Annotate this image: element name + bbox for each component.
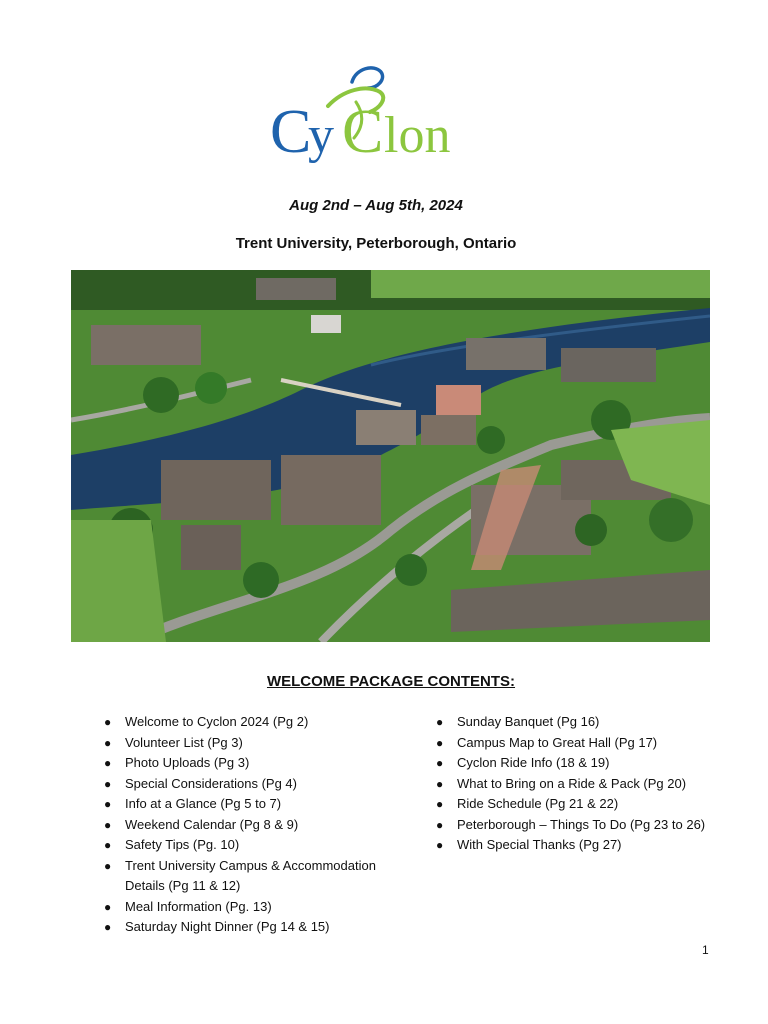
list-item: ● Cyclon Ride Info (18 & 19) bbox=[436, 755, 610, 770]
list-item: ● Trent University Campus & Accommodation Details (Pg 11 & 12) bbox=[104, 857, 376, 893]
list-item: ● Sunday Banquet (Pg 16) bbox=[436, 714, 600, 729]
svg-text:lon: lon bbox=[384, 107, 451, 164]
list-item: ● Campus Map to Great Hall (Pg 17) bbox=[436, 734, 658, 750]
cyclon-logo bbox=[268, 62, 478, 182]
list-item: ● Special Considerations (Pg 4) bbox=[104, 775, 297, 791]
list-item: ● Volunteer List (Pg 3) bbox=[104, 734, 243, 750]
list-item: ● Saturday Night Dinner (Pg 14 & 15) bbox=[104, 919, 330, 934]
svg-text:C: C bbox=[342, 98, 384, 166]
list-item: ● Ride Schedule (Pg 21 & 22) bbox=[436, 796, 619, 811]
svg-text:y: y bbox=[308, 107, 334, 164]
page-number: 1 bbox=[702, 943, 709, 957]
svg-text:C: C bbox=[270, 98, 312, 166]
cyclist-icon bbox=[268, 62, 478, 182]
contents-list-left bbox=[104, 712, 395, 938]
list-item: ● Photo Uploads (Pg 3) bbox=[104, 755, 250, 770]
list-item: ● Weekend Calendar (Pg 8 & 9) bbox=[104, 816, 299, 832]
event-venue: Trent University, Peterborough, Ontario bbox=[235, 235, 517, 252]
list-item: ● Meal Information (Pg. 13) bbox=[104, 898, 272, 914]
list-item: ● Peterborough – Things To Do (Pg 23 to 26) bbox=[436, 816, 706, 832]
aerial-campus-photo bbox=[71, 270, 710, 642]
list-item: ● Welcome to Cyclon 2024 (Pg 2) bbox=[104, 714, 309, 729]
list-item: ● Safety Tips (Pg. 10) bbox=[104, 837, 240, 852]
event-dates: Aug 2nd – Aug 5th, 2024 bbox=[289, 197, 463, 214]
contents-heading: WELCOME PACKAGE CONTENTS: bbox=[266, 673, 516, 690]
contents-list-right bbox=[436, 712, 707, 856]
list-item: ● Info at a Glance (Pg 5 to 7) bbox=[104, 796, 282, 811]
list-item: ● What to Bring on a Ride & Pack (Pg 20) bbox=[436, 775, 687, 791]
list-item: ● With Special Thanks (Pg 27) bbox=[436, 837, 622, 852]
